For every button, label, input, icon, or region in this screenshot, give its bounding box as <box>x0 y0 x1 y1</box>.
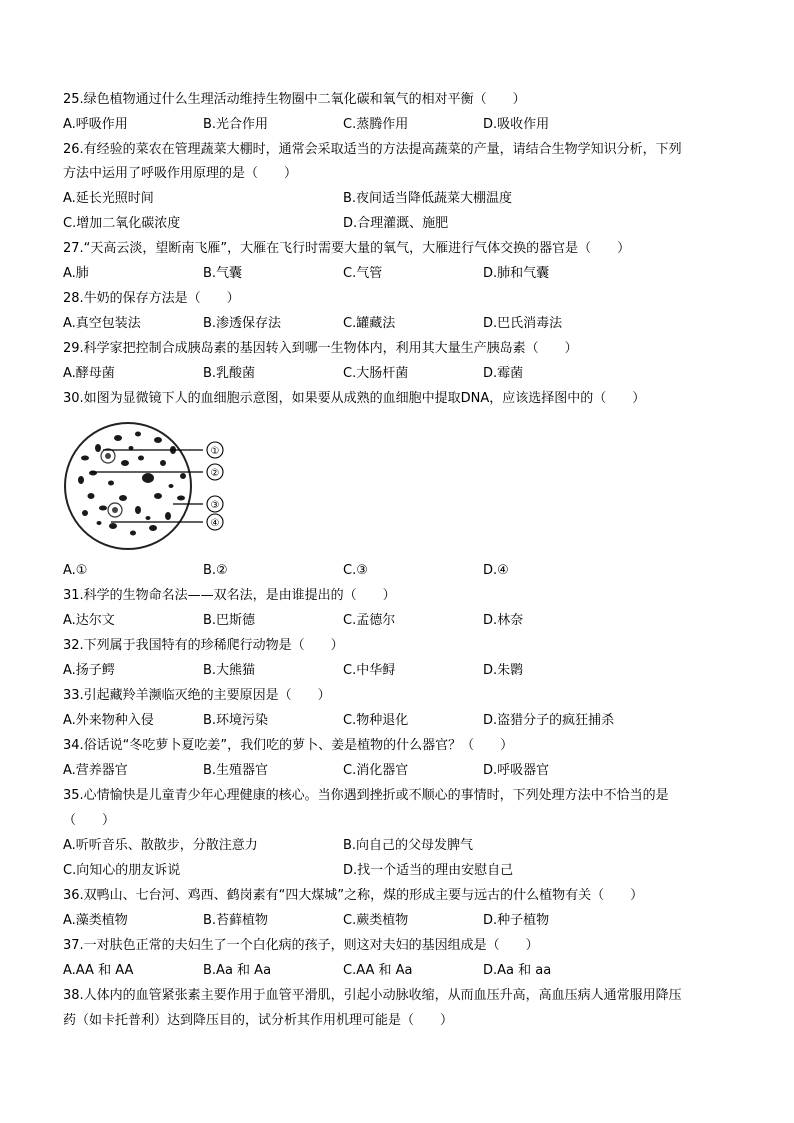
option-b: B.② <box>203 563 228 578</box>
option-d: D.Aa 和 aa <box>483 963 552 978</box>
option-d: D.肺和气囊 <box>483 266 550 281</box>
blood-cell-figure <box>63 418 243 554</box>
option-c: C.增加二氧化碳浓度 <box>63 216 181 231</box>
option-b: B.生殖器官 <box>203 763 269 778</box>
option-a: A.肺 <box>63 266 89 281</box>
option-b: B.向自己的父母发脾气 <box>343 838 474 853</box>
question-36-stem: 36.双鸭山、七台河、鸡西、鹤岗素有“四大煤城”之称，煤的形成主要与远古的什么植物有关（ ） <box>63 888 644 903</box>
option-d: D.找一个适当的理由安慰自己 <box>343 863 514 878</box>
question-32-stem: 32.下列属于我国特有的珍稀爬行动物是（ ） <box>63 638 344 653</box>
option-c: C.罐藏法 <box>343 316 396 331</box>
option-a: A.① <box>63 563 88 578</box>
option-c: C.向知心的朋友诉说 <box>63 863 181 878</box>
question-25-stem: 25.绿色植物通过什么生理活动维持生物圈中二氧化碳和氧气的相对平衡（ ） <box>63 92 526 107</box>
option-c: C.蕨类植物 <box>343 913 409 928</box>
option-a: A.AA 和 AA <box>63 963 134 978</box>
question-38-stem: 38.人体内的血管紧张素主要作用于血管平滑肌，引起小动脉收缩，从而血压升高，高血压病人通常服用降压 <box>63 988 682 1003</box>
question-33-stem: 33.引起藏羚羊濒临灭绝的主要原因是（ ） <box>63 688 331 703</box>
question-35-stem: 35.心情愉快是儿童青少年心理健康的核心。当你遇到挫折或不顺心的事情时，下列处理方法中不恰当的是 <box>63 788 669 803</box>
option-a: A.外来物种入侵 <box>63 713 154 728</box>
option-b: B.光合作用 <box>203 117 269 132</box>
option-c: C.物种退化 <box>343 713 409 728</box>
option-a: A.听听音乐、散散步，分散注意力 <box>63 838 258 853</box>
option-b: B.渗透保存法 <box>203 316 282 331</box>
option-a: A.真空包装法 <box>63 316 141 331</box>
question-35-stem-cont: （ ） <box>63 813 116 828</box>
question-34-stem: 34.俗话说“冬吃萝卜夏吃姜”，我们吃的萝卜、姜是植物的什么器官？（ ） <box>63 738 514 753</box>
label-3: ③ <box>210 500 220 511</box>
option-c: C.气管 <box>343 266 383 281</box>
option-b: B.气囊 <box>203 266 243 281</box>
question-29-stem: 29.科学家把控制合成胰岛素的基因转入到哪一生物体内，利用其大量生产胰岛素（ ） <box>63 341 578 356</box>
label-4: ④ <box>210 518 220 529</box>
question-31-stem: 31.科学的生物命名法——双名法，是由谁提出的（ ） <box>63 588 396 603</box>
option-a: A.扬子鳄 <box>63 663 115 678</box>
option-c: C.蒸腾作用 <box>343 117 409 132</box>
option-a: A.酵母菌 <box>63 366 115 381</box>
blood-cell-diagram <box>63 418 243 554</box>
option-a: A.呼吸作用 <box>63 117 128 132</box>
option-d: D.④ <box>483 563 509 578</box>
label-1: ① <box>210 446 220 457</box>
question-28-stem: 28.牛奶的保存方法是（ ） <box>63 291 240 306</box>
question-26-stem: 26.有经验的菜农在管理蔬菜大棚时，通常会采取适当的方法提高蔬菜的产量，请结合生物学知识分析，下列 <box>63 142 682 157</box>
option-a: A.营养器官 <box>63 763 128 778</box>
option-c: C.中华鲟 <box>343 663 396 678</box>
option-a: A.达尔文 <box>63 613 115 628</box>
option-c: C.AA 和 Aa <box>343 963 413 978</box>
option-d: D.朱鹮 <box>483 663 524 678</box>
option-d: D.合理灌溉、施肥 <box>343 216 449 231</box>
option-d: D.呼吸器官 <box>483 763 550 778</box>
option-d: D.霉菌 <box>483 366 524 381</box>
label-2: ② <box>210 468 220 479</box>
question-27-stem: 27.“天高云淡，望断南飞雁”，大雁在飞行时需要大量的氧气，大雁进行气体交换的器官是（ ） <box>63 241 631 256</box>
option-c: C.消化器官 <box>343 763 409 778</box>
option-c: C.孟德尔 <box>343 613 396 628</box>
option-c: C.③ <box>343 563 368 578</box>
option-d: D.盗猎分子的疯狂捕杀 <box>483 713 615 728</box>
option-d: D.吸收作用 <box>483 117 550 132</box>
option-c: C.大肠杆菌 <box>343 366 409 381</box>
option-a: A.延长光照时间 <box>63 191 154 206</box>
question-30-stem: 30.如图为显微镜下人的血细胞示意图，如果要从成熟的血细胞中提取DNA，应该选择图中的（ ） <box>63 391 646 406</box>
option-b: B.大熊猫 <box>203 663 256 678</box>
option-b: B.乳酸菌 <box>203 366 256 381</box>
question-26-stem-cont: 方法中运用了呼吸作用原理的是（ ） <box>63 166 298 181</box>
option-d: D.林奈 <box>483 613 524 628</box>
question-38-stem-cont: 药（如卡托普利）达到降压目的，试分析其作用机理可能是（ ） <box>63 1013 454 1028</box>
option-a: A.藻类植物 <box>63 913 128 928</box>
option-b: B.环境污染 <box>203 713 269 728</box>
option-d: D.种子植物 <box>483 913 550 928</box>
option-d: D.巴氏消毒法 <box>483 316 563 331</box>
option-b: B.夜间适当降低蔬菜大棚温度 <box>343 191 513 206</box>
question-37-stem: 37.一对肤色正常的夫妇生了一个白化病的孩子，则这对夫妇的基因组成是（ ） <box>63 938 539 953</box>
option-b: B.巴斯德 <box>203 613 256 628</box>
option-b: B.Aa 和 Aa <box>203 963 272 978</box>
option-b: B.苔藓植物 <box>203 913 269 928</box>
